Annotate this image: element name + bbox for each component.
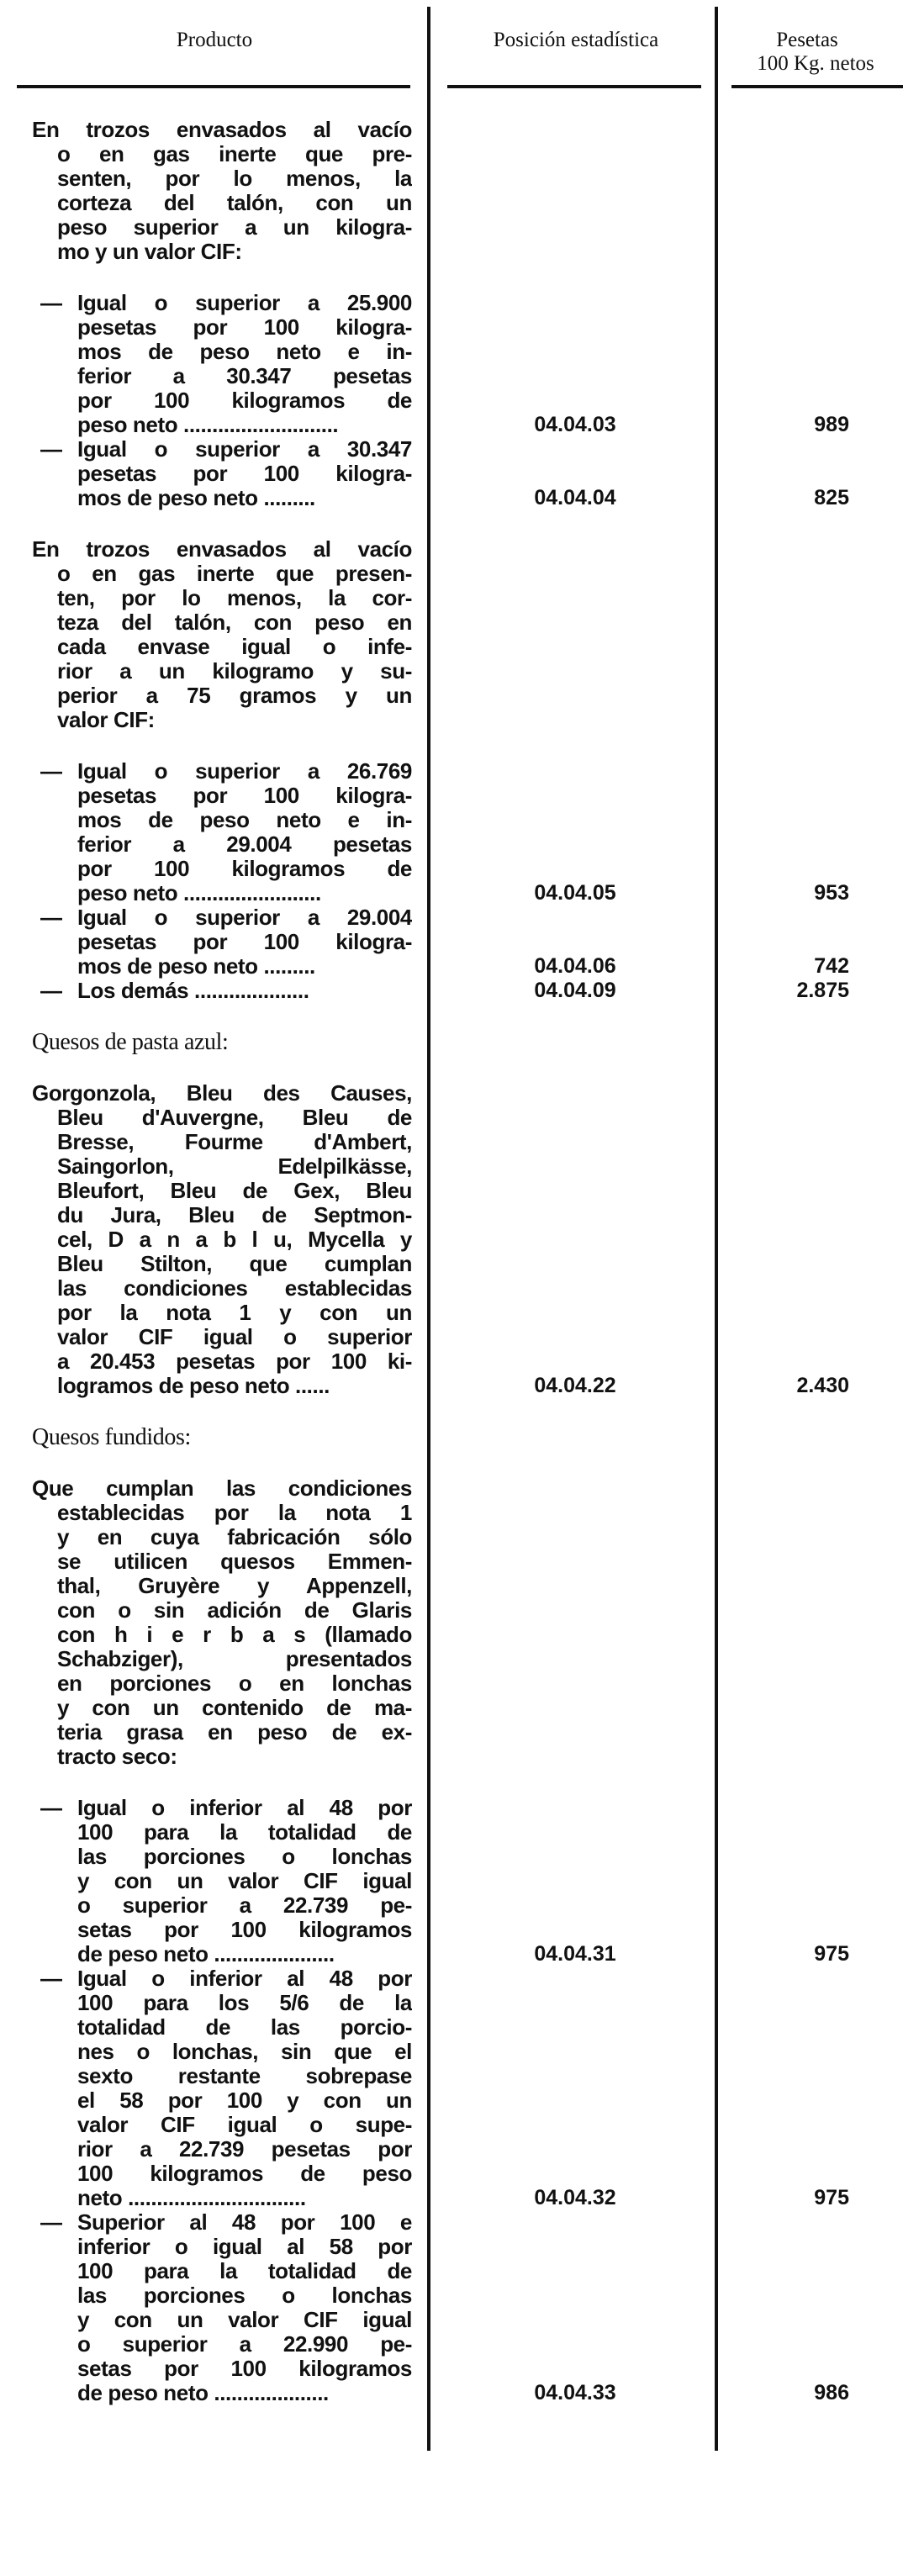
description-line: valor CIF igual o supe- [77, 2113, 412, 2137]
description-line: o en gas inerte que presen- [57, 562, 412, 586]
statistical-position: 04.04.05 [534, 881, 616, 905]
description-line: mos de peso neto ......... [77, 486, 315, 510]
description-line: pesetas por 100 kilogra- [77, 462, 412, 486]
table-row-subitem [0, 291, 903, 437]
table-row-subitem [0, 2210, 903, 2405]
dash-bullet: — [40, 905, 62, 930]
statistical-position: 04.04.22 [534, 1374, 616, 1397]
table-row-subitem [0, 437, 903, 510]
description-line: o en gas inerte que pre- [57, 142, 412, 166]
description-line: Bleu Stilton, que cumplan [57, 1252, 412, 1276]
description-line: Schabziger), presentados [57, 1647, 412, 1671]
statistical-position: 04.04.09 [534, 979, 616, 1002]
dash-bullet: — [40, 758, 62, 784]
description-line: mos de peso neto e in- [77, 808, 412, 832]
description-line: mos de peso neto ......... [77, 954, 315, 979]
dash-bullet: — [40, 978, 62, 1003]
header-position: Posición estadística [493, 29, 659, 51]
description-line: 100 para los 5/6 de la [77, 1991, 412, 2015]
pesetas-value: 2.875 [796, 979, 849, 1002]
description-line: cel, D a n a b l u, Mycella y [57, 1227, 412, 1252]
statistical-position: 04.04.32 [534, 2186, 616, 2209]
description-line: mo y un valor CIF: [57, 240, 242, 264]
description-line: rior a un kilogramo y su- [57, 659, 412, 684]
description-line: setas por 100 kilogramos [77, 1918, 412, 1942]
table-row-subitem [0, 905, 903, 979]
table-row-subitem [0, 1966, 903, 2210]
description-line: teza del talón, con peso en [57, 610, 412, 635]
description-line: nes o lonchas, sin que el [77, 2040, 412, 2064]
description-line: pesetas por 100 kilogra- [77, 784, 412, 808]
product-description [0, 759, 427, 905]
description-line: cada envase igual o infe- [57, 635, 412, 659]
statistical-position: 04.04.31 [534, 1942, 616, 1966]
description-line: Quesos fundidos: [32, 1425, 191, 1449]
description-line: establecidas por la nota 1 [57, 1501, 412, 1525]
description-line: En trozos envasados al vacío [32, 537, 412, 562]
description-line: Bleufort, Bleu de Gex, Bleu [57, 1179, 412, 1203]
statistical-position: 04.04.06 [534, 954, 616, 978]
description-line: inferior o igual al 58 por [77, 2235, 412, 2259]
description-line: Igual o superior a 26.769 [77, 759, 412, 784]
statistical-position: 04.04.04 [534, 486, 616, 509]
description-line: peso superior a un kilogra- [57, 215, 412, 240]
description-line: logramos de peso neto ...... [57, 1374, 330, 1398]
description-line: y con un valor CIF igual [77, 2308, 412, 2332]
statistical-position: 04.04.33 [534, 2381, 616, 2404]
table-row [0, 118, 903, 264]
description-line: perior a 75 gramos y un [57, 684, 412, 708]
description-line: 100 kilogramos de peso [77, 2162, 412, 2186]
header-product: Producto [176, 29, 253, 51]
description-line: Igual o superior a 25.900 [77, 291, 412, 315]
dash-bullet: — [40, 436, 62, 462]
description-line: ten, por lo menos, la cor- [57, 586, 412, 610]
description-line: por la nota 1 y con un [57, 1301, 412, 1325]
table-row [0, 1425, 903, 1449]
pesetas-value: 953 [814, 881, 849, 905]
product-description [0, 979, 427, 1003]
dash-bullet: — [40, 1795, 62, 1820]
dash-bullet: — [40, 2209, 62, 2235]
description-line: totalidad de las porcio- [77, 2015, 412, 2040]
description-line: Igual o inferior al 48 por [77, 1966, 412, 1991]
description-line: el 58 por 100 y con un [77, 2088, 412, 2113]
description-line: du Jura, Bleu de Septmon- [57, 1203, 412, 1227]
description-line: corteza del talón, con un [57, 191, 412, 215]
pesetas-value: 975 [814, 1942, 849, 1966]
description-line: y con un valor CIF igual [77, 1869, 412, 1893]
description-line: o superior a 22.739 pe- [77, 1893, 412, 1918]
tariff-table [0, 118, 903, 2405]
description-line: Superior al 48 por 100 e [77, 2210, 412, 2235]
table-row [0, 1030, 903, 1054]
description-line: por 100 kilogramos de [77, 857, 412, 881]
product-description [0, 2210, 427, 2405]
description-line: senten, por lo menos, la [57, 166, 412, 191]
pesetas-value: 742 [814, 954, 849, 978]
product-description [0, 291, 427, 437]
description-line: con h i e r b a s (llamado [57, 1623, 412, 1647]
dash-bullet: — [40, 290, 62, 315]
table-row [0, 1476, 903, 1769]
pesetas-value: 2.430 [796, 1374, 849, 1397]
header-rule-product [17, 85, 410, 88]
table-row [0, 1081, 903, 1398]
description-line: peso neto ........................ [77, 881, 321, 905]
product-description [0, 905, 427, 979]
header-pesetas: Pesetas [776, 29, 838, 51]
description-line: o superior a 22.990 pe- [77, 2332, 412, 2357]
product-description [0, 1030, 427, 1054]
description-line: ferior a 30.347 pesetas [77, 364, 412, 388]
description-line: por 100 kilogramos de [77, 388, 412, 413]
description-line: teria grasa en peso de ex- [57, 1720, 412, 1745]
header-rule-position [447, 85, 701, 88]
dash-bullet: — [40, 1966, 62, 1991]
description-line: neto ............................... [77, 2186, 306, 2210]
description-line: a 20.453 pesetas por 100 ki- [57, 1349, 412, 1374]
product-description [0, 1476, 427, 1769]
pesetas-value: 986 [814, 2381, 849, 2404]
product-description [0, 1966, 427, 2210]
description-line: pesetas por 100 kilogra- [77, 930, 412, 954]
description-line: valor CIF: [57, 708, 155, 732]
statistical-position: 04.04.03 [534, 413, 616, 436]
description-line: Igual o superior a 30.347 [77, 437, 412, 462]
product-description [0, 537, 427, 732]
table-row-subitem [0, 1796, 903, 1966]
description-line: 100 para la totalidad de [77, 1820, 412, 1845]
description-line: Igual o inferior al 48 por [77, 1796, 412, 1820]
description-line: rior a 22.739 pesetas por [77, 2137, 412, 2162]
description-line: de peso neto ..................... [77, 1942, 335, 1966]
description-line: mos de peso neto e in- [77, 340, 412, 364]
description-line: Que cumplan las condiciones [32, 1476, 412, 1501]
description-line: pesetas por 100 kilogra- [77, 315, 412, 340]
description-line: en porciones o en lonchas [57, 1671, 412, 1696]
description-line: Los demás .................... [77, 979, 309, 1003]
description-line: setas por 100 kilogramos [77, 2357, 412, 2381]
table-row-subitem [0, 979, 903, 1003]
description-line: de peso neto .................... [77, 2381, 329, 2405]
description-line: valor CIF igual o superior [57, 1325, 412, 1349]
table-row-subitem [0, 759, 903, 905]
description-line: peso neto ........................... [77, 413, 339, 437]
product-description [0, 1081, 427, 1398]
description-line: tracto seco: [57, 1745, 177, 1769]
description-line: las porciones o lonchas [77, 2283, 412, 2308]
description-line: Gorgonzola, Bleu des Causes, [32, 1081, 412, 1106]
description-line: ferior a 29.004 pesetas [77, 832, 412, 857]
header-rule-pesetas [731, 85, 903, 88]
description-line: las condiciones establecidas [57, 1276, 412, 1301]
pesetas-value: 975 [814, 2186, 849, 2209]
description-line: y con un contenido de ma- [57, 1696, 412, 1720]
description-line: sexto restante sobrepase [77, 2064, 412, 2088]
pesetas-value: 825 [814, 486, 849, 509]
description-line: 100 para la totalidad de [77, 2259, 412, 2283]
description-line: las porciones o lonchas [77, 1845, 412, 1869]
product-description [0, 437, 427, 510]
description-line: se utilicen quesos Emmen- [57, 1549, 412, 1574]
description-line: Saingorlon, Edelpilkässe, [57, 1154, 412, 1179]
description-line: y en cuya fabricación sólo [57, 1525, 412, 1549]
product-description [0, 118, 427, 264]
description-line: En trozos envasados al vacío [32, 118, 412, 142]
product-description [0, 1796, 427, 1966]
pesetas-value: 989 [814, 413, 849, 436]
description-line: Bleu d'Auvergne, Bleu de [57, 1106, 412, 1130]
product-description [0, 1425, 427, 1449]
description-line: Igual o superior a 29.004 [77, 905, 412, 930]
description-line: con o sin adición de Glaris [57, 1598, 412, 1623]
description-line: Quesos de pasta azul: [32, 1030, 229, 1054]
header-pesetas-unit: 100 Kg. netos [757, 52, 874, 75]
description-line: thal, Gruyère y Appenzell, [57, 1574, 412, 1598]
table-row [0, 537, 903, 732]
description-line: Bresse, Fourme d'Ambert, [57, 1130, 412, 1154]
